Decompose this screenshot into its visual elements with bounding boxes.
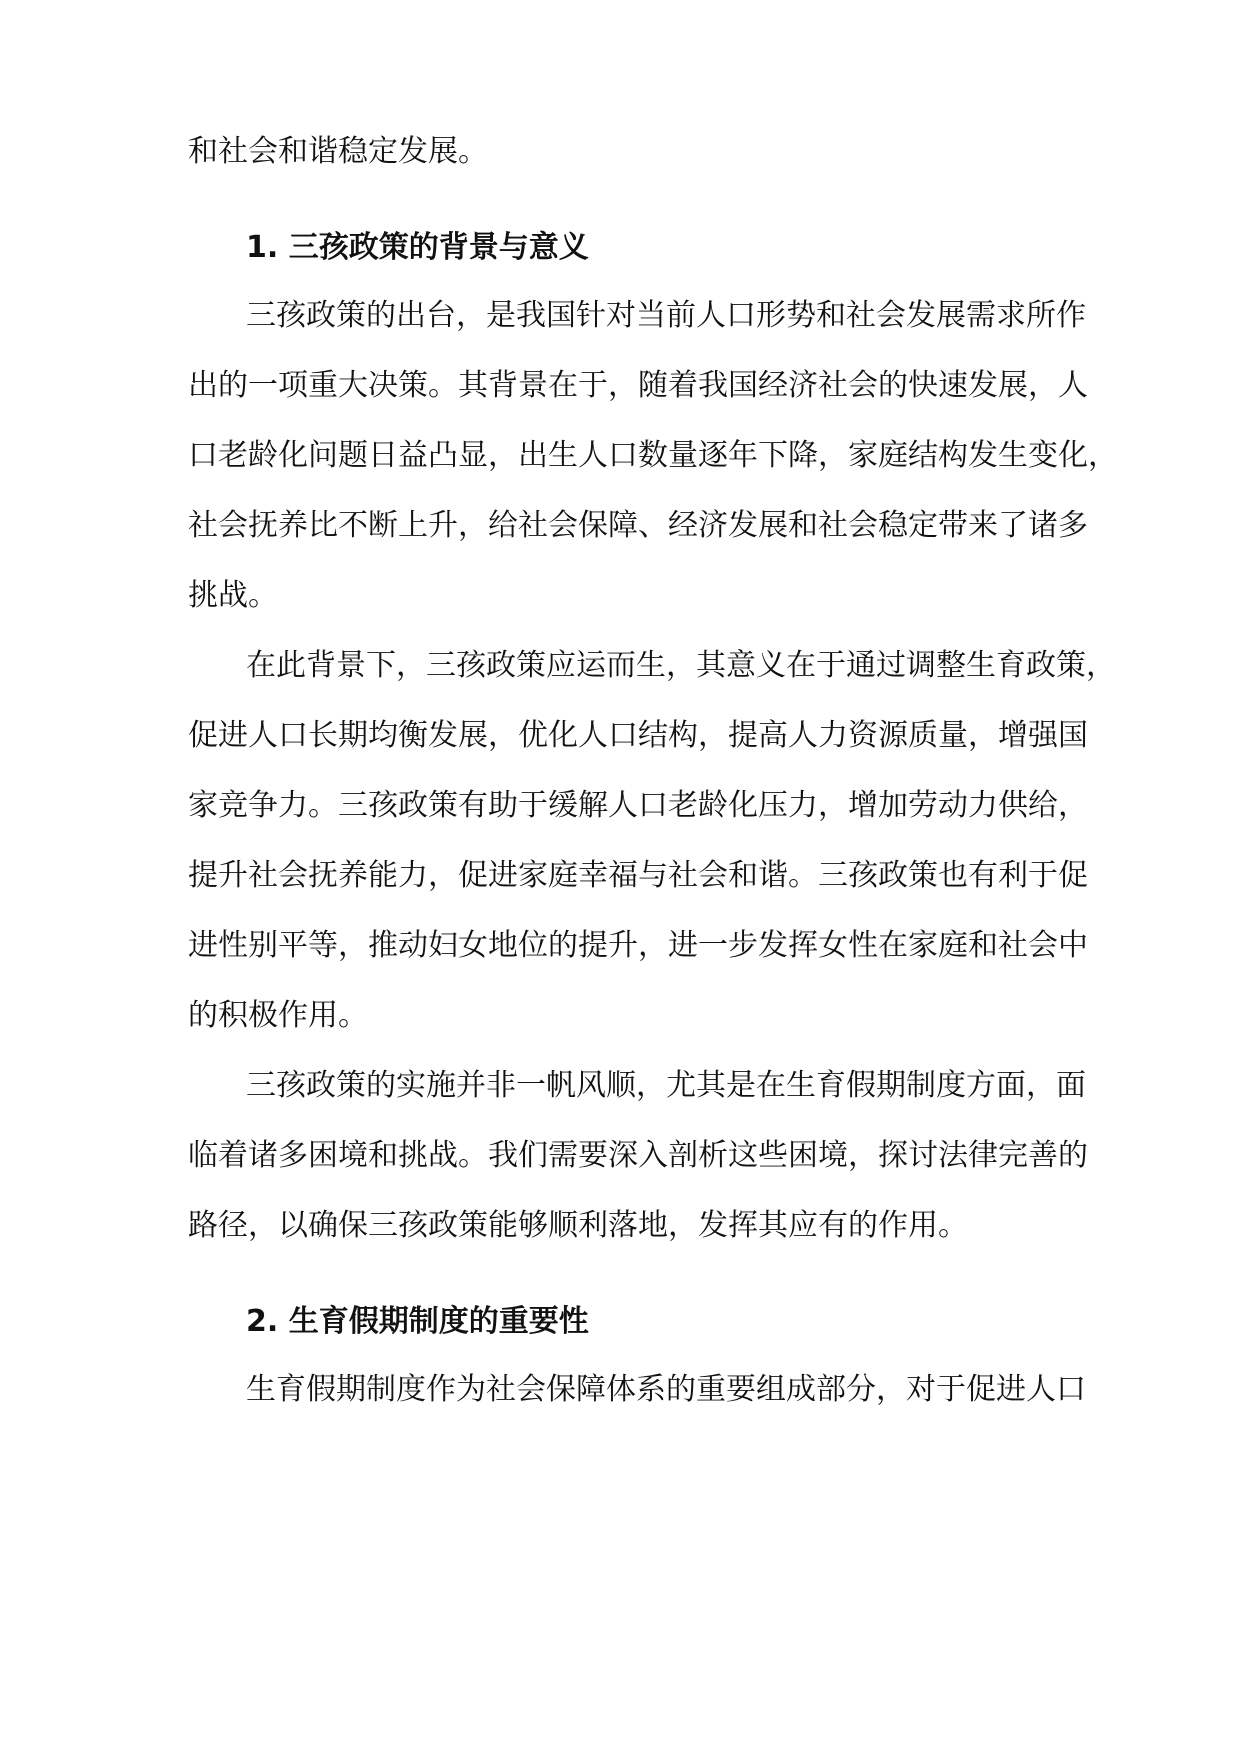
paragraph-line: 生育假期制度作为社会保障体系的重要组成部分，对于促进人口 (246, 1372, 1086, 1407)
section-heading: 2. 生育假期制度的重要性 (246, 1304, 589, 1339)
paragraph-line: 口老龄化问题日益凸显，出生人口数量逐年下降，家庭结构发生变化， (188, 438, 1118, 473)
paragraph-line: 三孩政策的出台，是我国针对当前人口形势和社会发展需求所作 (246, 298, 1086, 333)
paragraph-line: 和社会和谐稳定发展。 (188, 134, 488, 169)
paragraph-line: 临着诸多困境和挑战。我们需要深入剖析这些困境，探讨法律完善的 (188, 1138, 1088, 1173)
paragraph-line: 在此背景下，三孩政策应运而生，其意义在于通过调整生育政策， (246, 648, 1116, 683)
paragraph-line: 提升社会抚养能力，促进家庭幸福与社会和谐。三孩政策也有利于促 (188, 858, 1088, 893)
paragraph-line: 进性别平等，推动妇女地位的提升，进一步发挥女性在家庭和社会中 (188, 928, 1088, 963)
paragraph-line: 的积极作用。 (188, 998, 368, 1033)
paragraph-line: 家竞争力。三孩政策有助于缓解人口老龄化压力，增加劳动力供给， (188, 788, 1088, 823)
paragraph-line: 三孩政策的实施并非一帆风顺，尤其是在生育假期制度方面，面 (246, 1068, 1086, 1103)
paragraph-line: 路径，以确保三孩政策能够顺利落地，发挥其应有的作用。 (188, 1208, 968, 1243)
paragraph-line: 挑战。 (188, 578, 278, 613)
section-heading: 1. 三孩政策的背景与意义 (246, 230, 589, 265)
paragraph-line: 促进人口长期均衡发展，优化人口结构，提高人力资源质量，增强国 (188, 718, 1088, 753)
paragraph-line: 出的一项重大决策。其背景在于，随着我国经济社会的快速发展，人 (188, 368, 1088, 403)
paragraph-line: 社会抚养比不断上升，给社会保障、经济发展和社会稳定带来了诸多 (188, 508, 1088, 543)
